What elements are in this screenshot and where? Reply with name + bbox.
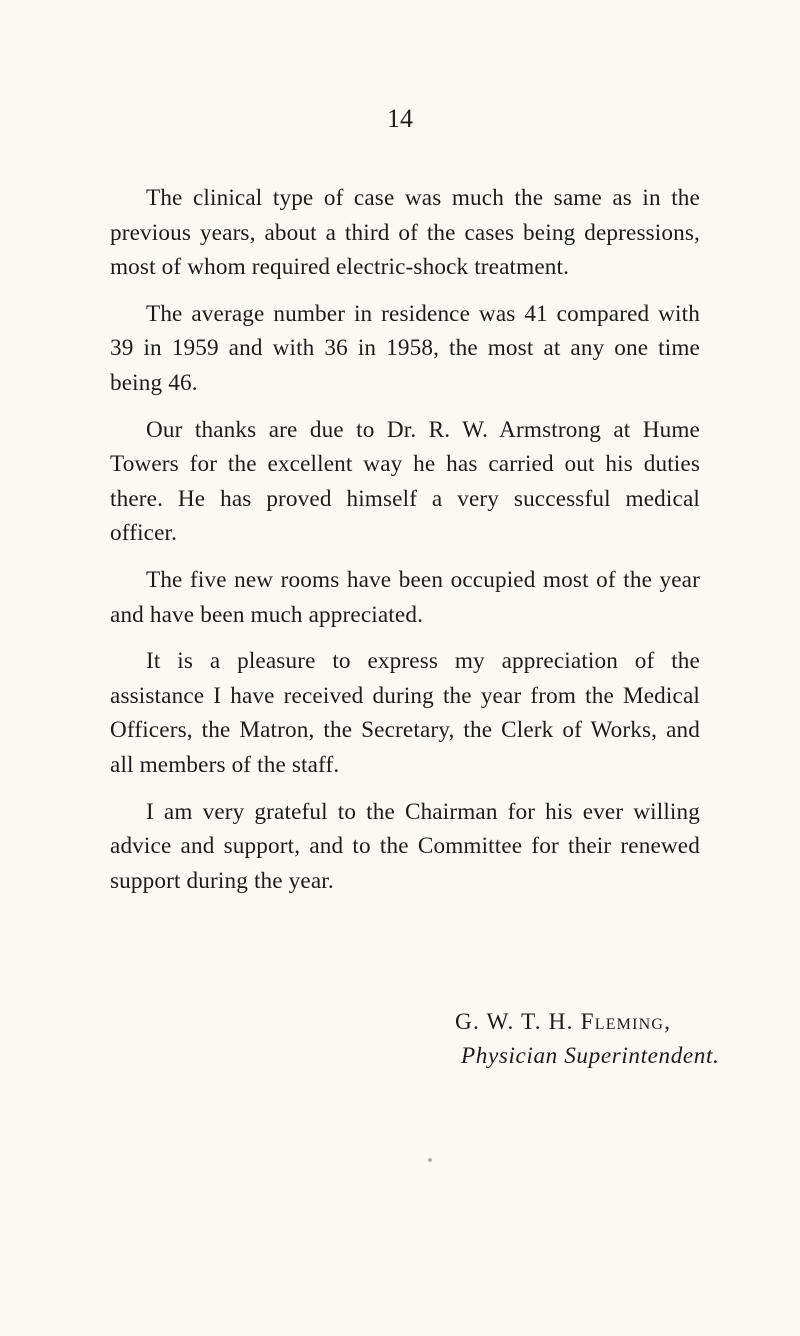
paragraph-appreciation-staff: It is a pleasure to express my appreciation of the assistance I have received during the year from the Medical Officers, the Matron, the Secretary, the Clerk of Works, and all members of the staff. bbox=[110, 648, 700, 778]
page-number: 14 bbox=[387, 104, 413, 133]
signature-block bbox=[455, 1005, 775, 1073]
signatory-name: G. W. T. H. Fleming, bbox=[455, 1009, 672, 1035]
paragraph-case-types: The clinical type of case was much the same as in the previous years, about a third of the cases being depressions, most of whom required electric-shock treatment. bbox=[110, 185, 700, 281]
paragraph-thanks-armstrong: Our thanks are due to Dr. R. W. Armstrong at Hume Towers for the excellent way he has carried out his duties there. He has proved himself a very successful medical officer. bbox=[110, 416, 700, 547]
paper-speck bbox=[428, 1158, 432, 1162]
paragraph-grateful-chairman: I am very grateful to the Chairman for his ever willing advice and support, and to the Committee for their renewed support during the year. bbox=[110, 798, 700, 894]
report-body bbox=[110, 181, 700, 910]
paragraph-new-rooms: The five new rooms have been occupied most of the year and have been much appreciated. bbox=[110, 566, 700, 628]
signatory-title: Physician Superintendent. bbox=[461, 1043, 720, 1069]
paragraph-residence-numbers: The average number in residence was 41 compared with 39 in 1959 and with 36 in 1958, the most at any one time being 46. bbox=[110, 300, 700, 396]
